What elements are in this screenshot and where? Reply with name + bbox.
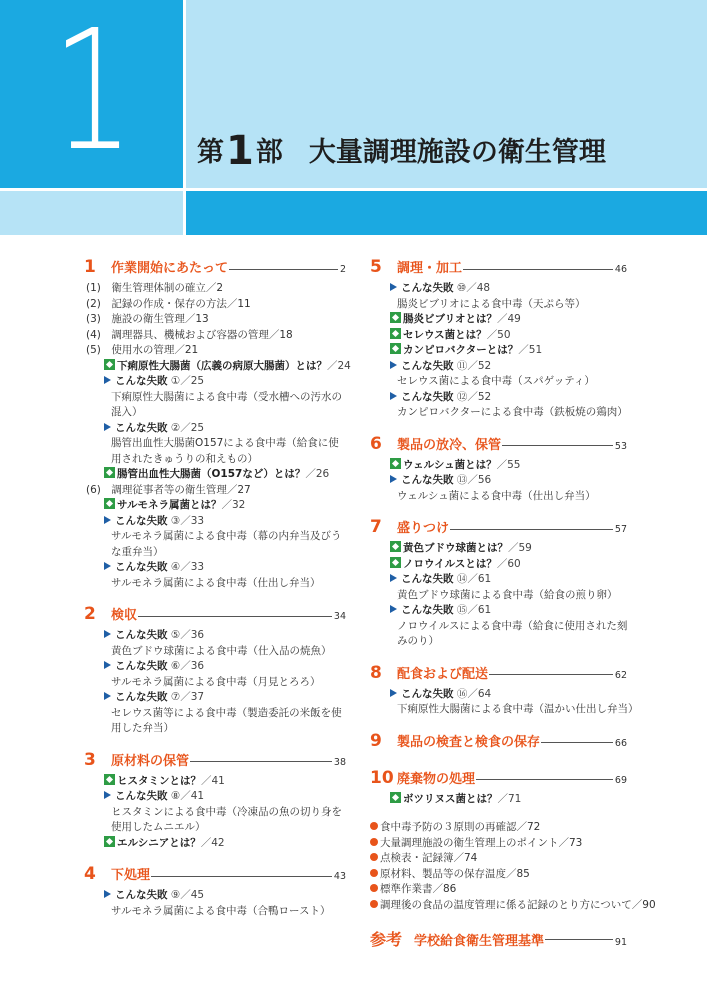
part-title xyxy=(197,128,606,174)
toc-right-column xyxy=(370,257,656,951)
toc-section xyxy=(84,604,346,737)
toc-section xyxy=(370,517,627,650)
section-page: 69 xyxy=(614,774,627,786)
failure-case-label: こんな失敗 xyxy=(115,514,168,527)
section-number: 2 xyxy=(84,604,96,624)
failure-case-label: こんな失敗 xyxy=(115,691,168,703)
reference-title: 学校給食衛生管理基準 xyxy=(414,934,545,949)
section-number: 5 xyxy=(370,257,382,277)
section-page: 46 xyxy=(614,264,627,275)
topic-label: 腸炎ビブリオとは？ xyxy=(403,313,497,325)
part-number-panel xyxy=(0,0,183,188)
diamond-bullet-icon xyxy=(104,774,115,785)
part-title-main: 大量調理施設の衛生管理 xyxy=(308,137,606,168)
case-description: な重弁当） xyxy=(111,545,164,558)
misc-items-list xyxy=(370,820,656,913)
item-page-ref: ⑪／52 xyxy=(453,359,492,372)
section-title: 検収 xyxy=(111,608,138,623)
subsection-item[interactable]: (2) 記録の作成・保存の方法／11 xyxy=(86,297,251,310)
section-heading[interactable] xyxy=(370,663,627,687)
misc-item[interactable] xyxy=(370,882,627,898)
failure-case-item[interactable] xyxy=(84,514,346,530)
failure-case-label: こんな失敗 xyxy=(401,282,454,294)
failure-case-item[interactable] xyxy=(84,374,346,390)
failure-case-item[interactable] xyxy=(84,628,346,644)
leader-line xyxy=(489,674,613,675)
diamond-bullet-icon xyxy=(390,458,401,469)
item-page-ref: ／41 xyxy=(201,774,225,787)
item-page-ref: ①／25 xyxy=(167,375,205,387)
section-number: 10 xyxy=(370,767,394,788)
section-number: 4 xyxy=(84,864,96,884)
leader-line xyxy=(138,616,332,617)
circle-bullet-icon xyxy=(370,822,378,830)
case-description: 腸管出血性大腸菌O157による食中毒（給食に使 xyxy=(111,437,339,449)
circle-bullet-icon xyxy=(370,900,378,908)
case-description: サルモネラ属菌による食中毒（仕出し弁当） xyxy=(111,576,321,589)
topic-item[interactable] xyxy=(370,792,627,808)
topic-label: ヒスタミンとは？ xyxy=(117,774,201,787)
toc-section xyxy=(370,768,627,808)
section-page: 34 xyxy=(333,611,346,622)
section-title: 配食および配送 xyxy=(397,666,489,682)
item-page-ref: ／24 xyxy=(327,359,351,372)
topic-item[interactable] xyxy=(84,467,346,483)
misc-item[interactable] xyxy=(370,898,656,914)
toc-section xyxy=(84,750,346,852)
failure-case-label: こんな失敗 xyxy=(115,889,168,901)
item-page-ref: ④／33 xyxy=(167,561,205,573)
failure-case-label: こんな失敗 xyxy=(401,573,454,585)
item-page-ref: ／26 xyxy=(305,468,330,480)
item-page-ref: ⑬／56 xyxy=(453,474,492,486)
section-page: 2 xyxy=(339,264,346,275)
case-description: 使用したムニエル） xyxy=(111,821,206,833)
failure-case-label: こんな失敗 xyxy=(115,790,168,802)
item-page-ref: ⑩／48 xyxy=(453,282,491,294)
failure-case-label: こんな失敗 xyxy=(115,375,168,387)
item-page-ref: ／55 xyxy=(496,458,521,471)
part-number-large: 1 xyxy=(51,0,135,188)
topic-item[interactable] xyxy=(84,774,346,790)
leader-line xyxy=(502,445,613,446)
item-page-ref: ／49 xyxy=(496,313,521,325)
failure-case-item[interactable] xyxy=(84,659,346,675)
diamond-bullet-icon xyxy=(390,792,401,803)
failure-case-label: こんな失敗 xyxy=(401,359,454,372)
failure-case-label: こんな失敗 xyxy=(401,390,454,403)
section-title: 下処理 xyxy=(111,868,151,883)
diamond-bullet-icon xyxy=(390,328,401,339)
failure-case-label: こんな失敗 xyxy=(115,421,168,434)
section-title: 盛りつけ xyxy=(397,521,450,536)
subsection-item[interactable]: (6) 調理従事者等の衛生管理／27 xyxy=(86,483,251,496)
diamond-bullet-icon xyxy=(390,343,401,354)
section-heading[interactable] xyxy=(84,604,346,628)
case-description: 用した弁当） xyxy=(111,722,174,734)
failure-case-item[interactable] xyxy=(370,359,627,375)
section-title: 作業開始にあたって xyxy=(111,261,229,276)
leader-line xyxy=(450,529,613,530)
topic-item[interactable] xyxy=(84,359,351,375)
topic-label: 下痢原性大腸菌（広義の病原大腸菌）とは？ xyxy=(117,359,327,372)
section-title: 廃棄物の処理 xyxy=(397,771,476,787)
part-title-number: 1 xyxy=(226,128,254,174)
topic-label: ウェルシュ菌とは？ xyxy=(403,458,497,471)
triangle-bullet-icon xyxy=(104,890,111,898)
case-description: 下痢原性大腸菌による食中毒（受水槽への汚水の xyxy=(111,390,342,403)
diamond-bullet-icon xyxy=(104,836,115,847)
failure-case-label: こんな失敗 xyxy=(115,660,168,672)
topic-item[interactable] xyxy=(370,343,627,359)
reference-entry[interactable] xyxy=(370,927,627,951)
misc-item[interactable] xyxy=(370,836,627,852)
section-title: 製品の検査と検食の保存 xyxy=(397,734,541,750)
misc-item[interactable] xyxy=(370,851,627,867)
topic-item[interactable] xyxy=(370,541,627,557)
toc-section xyxy=(84,864,346,919)
section-page: 57 xyxy=(614,524,627,535)
triangle-bullet-icon xyxy=(104,423,111,431)
item-page-ref: ②／25 xyxy=(167,421,205,434)
misc-item-text: 標準作業書／86 xyxy=(380,883,457,895)
triangle-bullet-icon xyxy=(104,516,111,524)
section-title: 調理・加工 xyxy=(397,261,463,276)
header-bottom-left-panel xyxy=(0,191,183,235)
circle-bullet-icon xyxy=(370,869,378,877)
failure-case-item[interactable] xyxy=(84,888,346,904)
toc-section xyxy=(370,434,627,505)
triangle-bullet-icon xyxy=(104,630,111,638)
case-description: セレウス菌等による食中毒（製造委託の米飯を使 xyxy=(111,706,342,719)
case-description: 混入） xyxy=(111,406,143,418)
leader-line xyxy=(545,939,613,940)
failure-case-item[interactable] xyxy=(370,390,627,406)
failure-case-item[interactable] xyxy=(84,789,346,805)
topic-label: カンピロバクターとは？ xyxy=(403,344,519,356)
failure-case-label: こんな失敗 xyxy=(401,687,454,700)
case-description: 黄色ブドウ球菌による食中毒（仕入品の焼魚） xyxy=(111,644,332,657)
case-description: 用されたきゅうりの和えもの） xyxy=(111,452,258,465)
section-heading[interactable] xyxy=(370,517,627,541)
triangle-bullet-icon xyxy=(390,283,397,291)
case-description: サルモネラ属菌による食中毒（合鴨ロースト） xyxy=(111,904,331,917)
misc-item-text: 点検表・記録簿／74 xyxy=(380,852,478,864)
failure-case-label: こんな失敗 xyxy=(401,604,454,616)
case-description: サルモネラ属菌による食中毒（幕の内弁当及びう xyxy=(111,530,342,542)
case-description: 黄色ブドウ球菌による食中毒（給食の煎り卵） xyxy=(397,588,618,601)
section-page: 53 xyxy=(614,440,627,452)
failure-case-item[interactable] xyxy=(370,473,627,489)
failure-case-label: こんな失敗 xyxy=(115,629,168,641)
topic-item[interactable] xyxy=(370,328,627,344)
subsection-item[interactable]: (5) 使用水の管理／21 xyxy=(86,344,199,356)
triangle-bullet-icon xyxy=(390,574,397,582)
item-page-ref: ／32 xyxy=(221,499,246,511)
triangle-bullet-icon xyxy=(390,361,397,369)
misc-item[interactable] xyxy=(370,820,627,836)
triangle-bullet-icon xyxy=(104,692,111,700)
topic-item[interactable] xyxy=(84,836,346,852)
section-heading[interactable] xyxy=(84,864,346,888)
failure-case-item[interactable] xyxy=(370,572,627,588)
item-page-ref: ／50 xyxy=(486,328,511,341)
triangle-bullet-icon xyxy=(104,376,111,384)
section-number: 9 xyxy=(370,730,382,751)
topic-item[interactable] xyxy=(370,458,627,474)
triangle-bullet-icon xyxy=(104,562,111,570)
triangle-bullet-icon xyxy=(104,791,111,799)
case-description: サルモネラ属菌による食中毒（月見とろろ） xyxy=(111,675,321,688)
section-title: 製品の放冷、保管 xyxy=(397,437,502,453)
section-heading[interactable] xyxy=(370,434,627,458)
triangle-bullet-icon xyxy=(390,605,397,613)
topic-label: セレウス菌とは？ xyxy=(403,328,487,341)
item-page-ref: ／51 xyxy=(518,344,543,356)
circle-bullet-icon xyxy=(370,838,378,846)
case-description: みのり） xyxy=(397,635,439,647)
toc-section xyxy=(84,257,351,591)
section-number: 8 xyxy=(370,662,382,683)
diamond-bullet-icon xyxy=(104,359,115,370)
leader-line xyxy=(541,742,613,743)
toc-left-column xyxy=(84,257,351,932)
item-page-ref: ／42 xyxy=(200,836,225,849)
topic-item[interactable] xyxy=(370,557,627,573)
part-title-suffix: 部 xyxy=(255,137,283,168)
topic-label: サルモネラ属菌とは？ xyxy=(117,499,222,511)
section-heading[interactable] xyxy=(84,257,346,281)
case-description: セレウス菌による食中毒（スパゲッティ） xyxy=(397,375,595,387)
case-description: ヒスタミンによる食中毒（冷凍品の魚の切り身を xyxy=(111,805,342,818)
failure-case-item[interactable] xyxy=(370,603,627,619)
diamond-bullet-icon xyxy=(104,467,115,478)
subsection-item[interactable]: (3) 施設の衛生管理／13 xyxy=(86,313,209,325)
item-page-ref: ⑥／36 xyxy=(167,660,205,672)
item-page-ref: ⑭／61 xyxy=(453,573,492,585)
failure-case-label: こんな失敗 xyxy=(115,561,168,573)
reference-label: 参考 xyxy=(370,930,403,949)
misc-item[interactable] xyxy=(370,867,627,883)
case-description: カンピロバクターによる食中毒（鉄板焼の鶏肉） xyxy=(397,406,628,418)
item-page-ref: ⑤／36 xyxy=(167,629,205,641)
failure-case-item[interactable] xyxy=(370,687,627,703)
leader-line xyxy=(463,269,613,270)
section-heading[interactable] xyxy=(370,731,627,755)
section-heading[interactable] xyxy=(370,257,627,281)
diamond-bullet-icon xyxy=(390,557,401,568)
diamond-bullet-icon xyxy=(390,541,401,552)
leader-line xyxy=(229,269,338,270)
diamond-bullet-icon xyxy=(390,312,401,323)
leader-line xyxy=(190,761,332,762)
section-number: 6 xyxy=(370,433,382,454)
case-description: 腸炎ビブリオによる食中毒（天ぷら等） xyxy=(397,297,586,310)
item-page-ref: ⑯／64 xyxy=(453,687,492,700)
topic-label: ノロウイルスとは？ xyxy=(403,557,497,570)
failure-case-label: こんな失敗 xyxy=(401,474,454,486)
failure-case-item[interactable] xyxy=(84,421,346,437)
section-heading[interactable] xyxy=(84,750,346,774)
item-page-ref: ⑫／52 xyxy=(453,390,492,403)
leader-line xyxy=(476,779,613,780)
topic-label: ボツリヌス菌とは？ xyxy=(403,792,498,805)
circle-bullet-icon xyxy=(370,884,378,892)
toc-section xyxy=(370,731,627,755)
misc-item-text: 調理後の食品の温度管理に係る記録のとり方について／90 xyxy=(380,898,656,911)
item-page-ref: ／71 xyxy=(497,792,522,805)
case-description: 下痢原性大腸菌による食中毒（温かい仕出し弁当） xyxy=(397,703,639,715)
section-page: 66 xyxy=(614,737,627,749)
section-page: 43 xyxy=(333,871,346,882)
section-number: 7 xyxy=(370,517,382,537)
triangle-bullet-icon xyxy=(390,689,397,697)
section-number: 1 xyxy=(84,257,96,277)
item-page-ref: ／60 xyxy=(496,557,521,570)
section-title: 原材料の保管 xyxy=(111,753,190,769)
triangle-bullet-icon xyxy=(390,392,397,400)
case-description: ノロウイルスによる食中毒（給食に使用された刻 xyxy=(397,619,628,632)
reference-page: 91 xyxy=(614,937,627,948)
subsection-item[interactable]: (1) 衛生管理体制の確立／2 xyxy=(86,282,224,294)
item-page-ref: ／59 xyxy=(508,542,532,554)
toc-section xyxy=(370,257,627,421)
failure-case-item[interactable] xyxy=(370,281,627,297)
toc-section xyxy=(370,662,639,718)
section-number: 3 xyxy=(84,749,96,770)
topic-label: エルシニアとは？ xyxy=(117,836,201,849)
failure-case-item[interactable] xyxy=(84,690,346,706)
leader-line xyxy=(151,876,332,877)
triangle-bullet-icon xyxy=(104,661,111,669)
section-page: 38 xyxy=(333,756,346,768)
circle-bullet-icon xyxy=(370,853,378,861)
topic-item[interactable] xyxy=(370,312,627,328)
item-page-ref: ⑧／41 xyxy=(167,790,205,802)
failure-case-item[interactable] xyxy=(84,560,346,576)
part-title-prefix: 第 xyxy=(197,137,224,168)
header-bottom-right-panel xyxy=(186,191,707,235)
subsection-item[interactable]: (4) 調理器具、機械および容器の管理／18 xyxy=(86,328,293,341)
misc-item-text: 食中毒予防の３原則の再確認／72 xyxy=(380,821,541,833)
item-page-ref: ③／33 xyxy=(167,514,205,527)
misc-item-text: 大量調理施設の衛生管理上のポイント／73 xyxy=(380,836,583,849)
item-page-ref: ⑨／45 xyxy=(167,889,205,901)
section-heading[interactable] xyxy=(370,768,627,792)
case-description: ウェルシュ菌による食中毒（仕出し弁当） xyxy=(397,489,596,502)
item-page-ref: ⑦／37 xyxy=(167,691,205,703)
triangle-bullet-icon xyxy=(390,475,397,483)
item-page-ref: ⑮／61 xyxy=(453,604,492,616)
diamond-bullet-icon xyxy=(104,498,115,509)
topic-label: 黄色ブドウ球菌とは？ xyxy=(403,542,508,554)
topic-label: 腸管出血性大腸菌（O157など）とは？ xyxy=(117,468,306,480)
section-page: 62 xyxy=(614,669,627,681)
topic-item[interactable] xyxy=(84,498,346,514)
misc-item-text: 原材料、製品等の保存温度／85 xyxy=(380,867,530,880)
